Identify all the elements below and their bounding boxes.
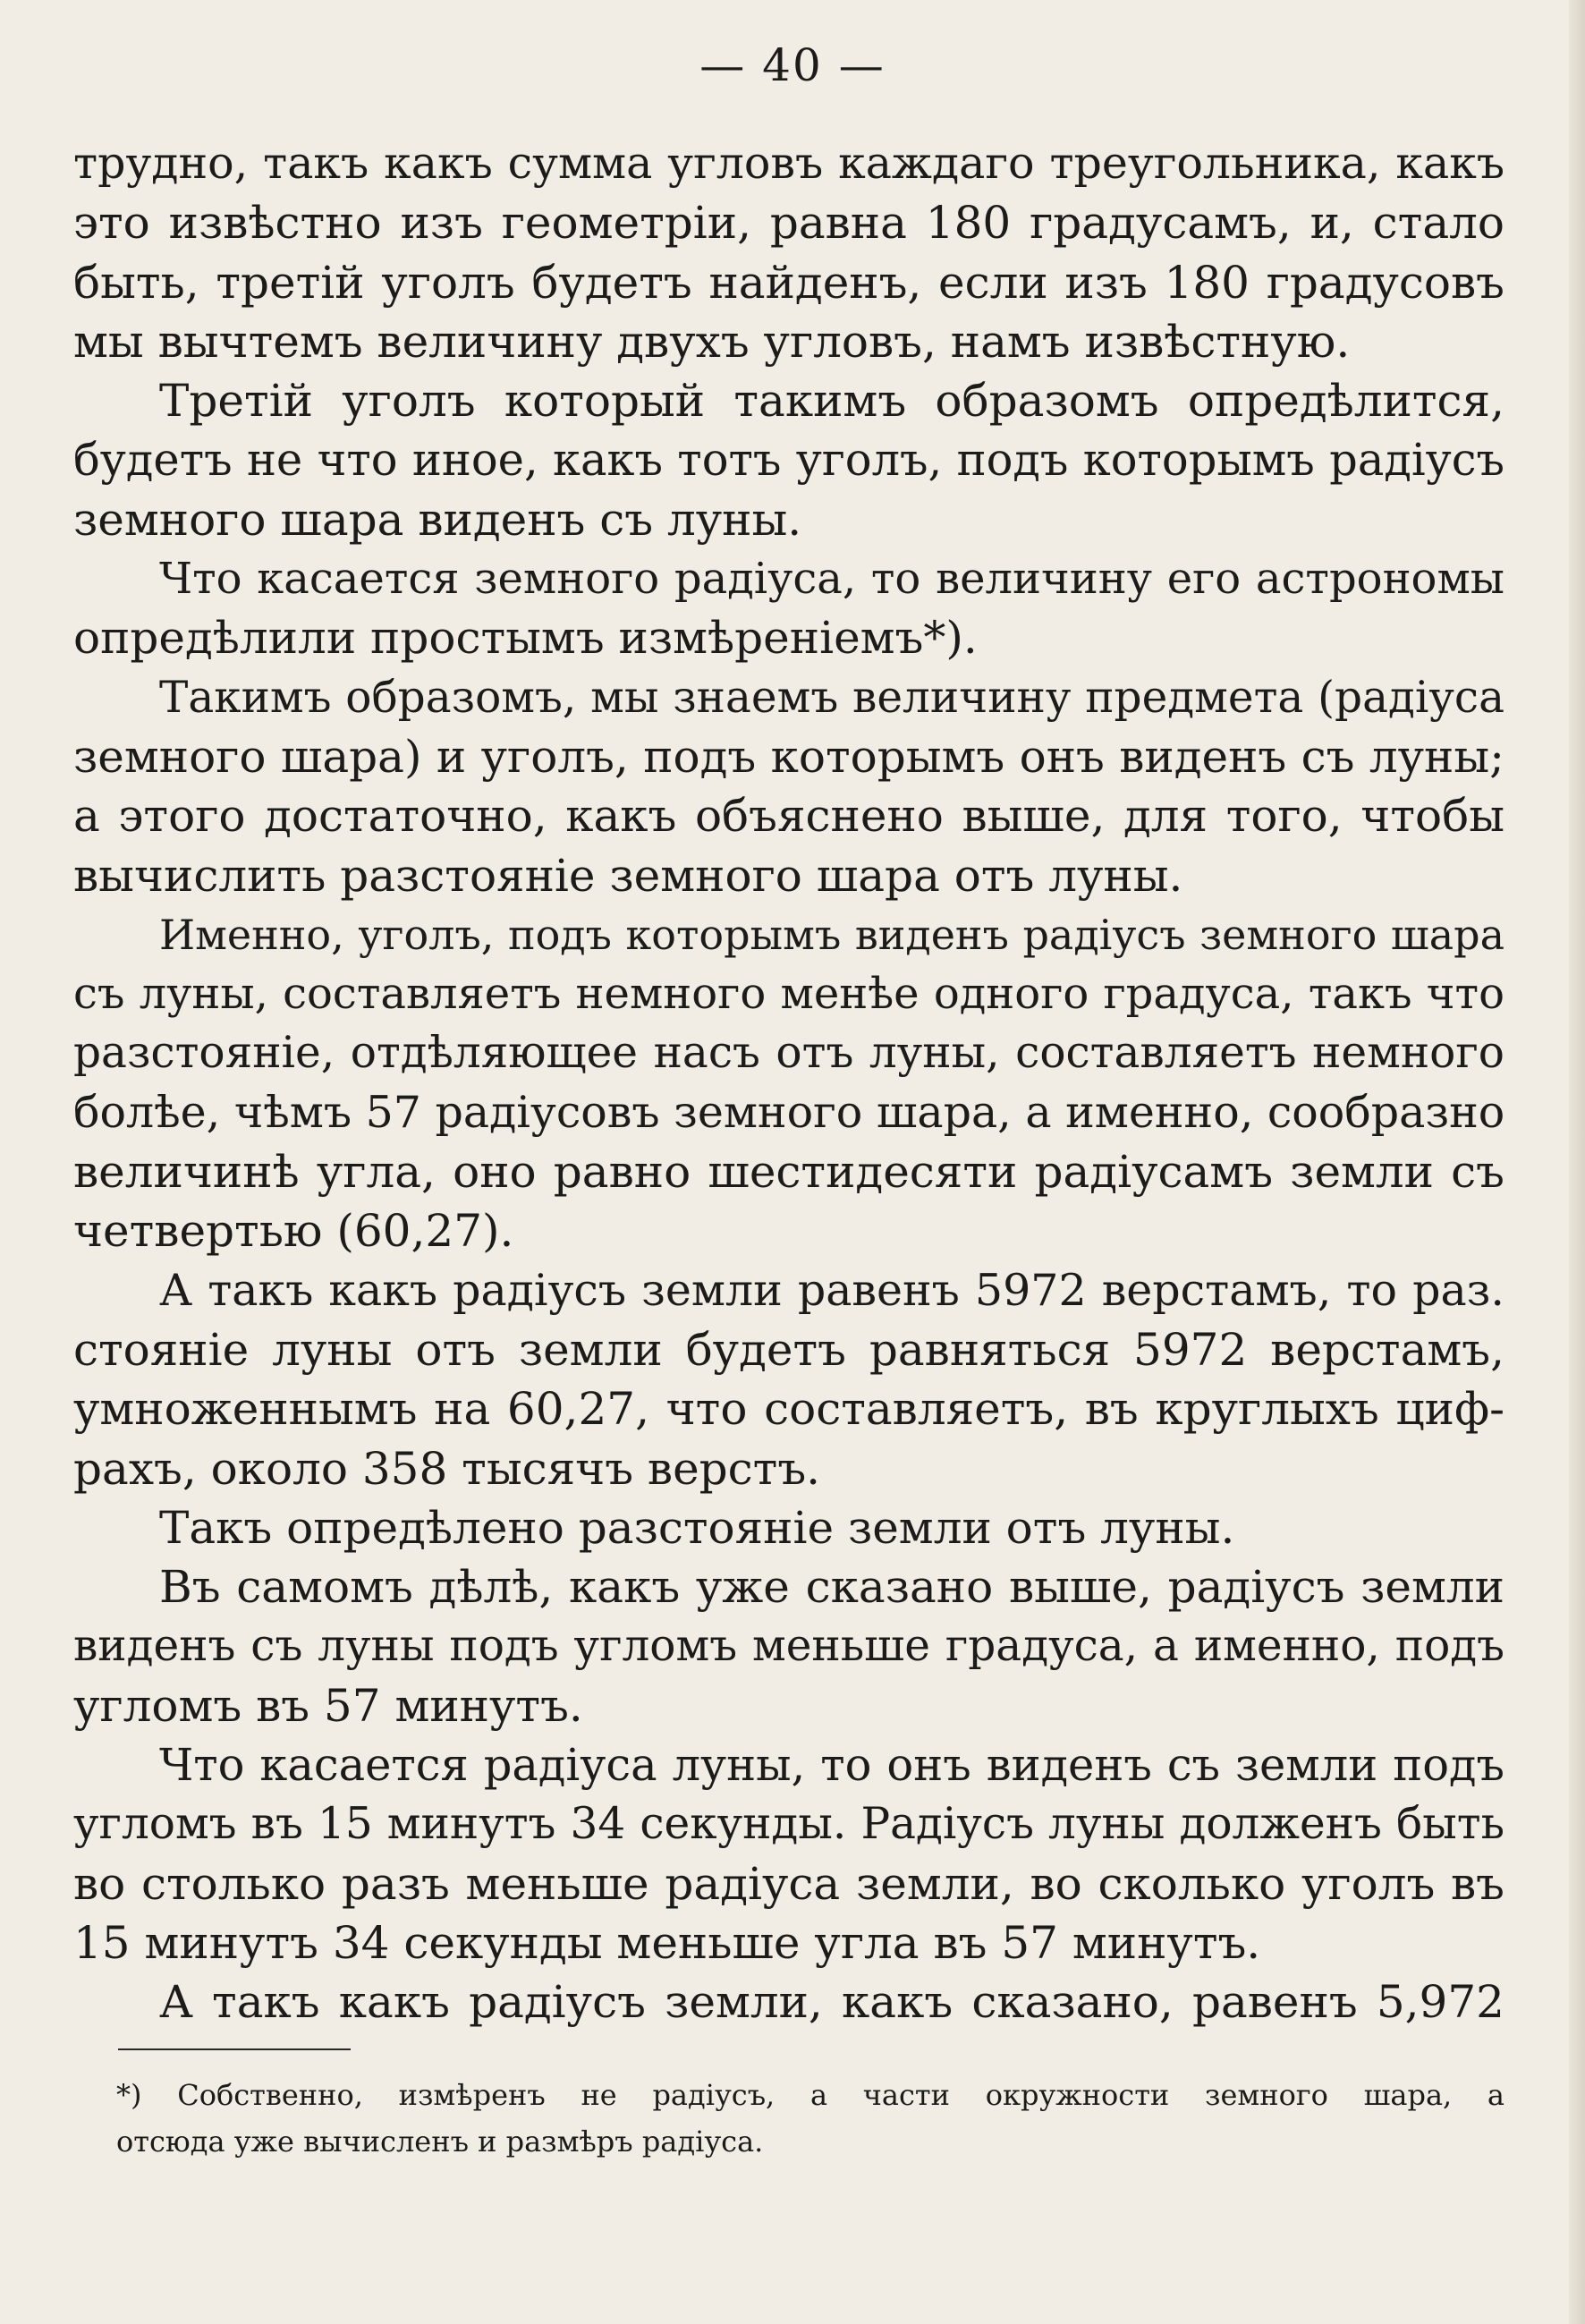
text-line: опредѣлили простымъ измѣреніемъ*). (73, 612, 978, 665)
text-line: вычислить разстояніе земного шара отъ луны. (73, 849, 1183, 902)
text-line: Что касается земного радіуса, то величину его астрономы (159, 554, 1504, 605)
text-line: а этого достаточно, какъ объяснено выше, для того, чтобы (73, 790, 1504, 843)
text-line: Такимъ образомъ, мы знаемъ величину предмета (радіуса (159, 672, 1504, 723)
text-line: земного шара виденъ съ луны. (73, 493, 802, 546)
text-line: угломъ въ 57 минутъ. (73, 1679, 583, 1732)
text-line: умноженнымъ на 60,27, что составляетъ, въ круглыхъ циф- (73, 1383, 1504, 1436)
footnote-line: *) Собственно, измѣренъ не радіусъ, а части окружности земного шара, а (116, 2078, 1504, 2112)
footnote-line: отсюда уже вычисленъ и размѣръ радіуса. (116, 2125, 764, 2159)
footnote-separator (118, 2048, 351, 2050)
body-text (73, 134, 1504, 2032)
text-line: А такъ какъ радіусъ земли равенъ 5972 верстамъ, то раз. (159, 1264, 1504, 1316)
text-line: четвертью (60,27). (73, 1205, 514, 1258)
text-line: Такъ опредѣлено разстояніе земли отъ луны. (159, 1501, 1235, 1554)
page-spine-edge (1569, 0, 1585, 2324)
text-line: мы вычтемъ величину двухъ угловъ, намъ извѣстную. (73, 315, 1351, 368)
text-line: стояніе луны отъ земли будетъ равняться 5972 верстамъ, (73, 1323, 1504, 1376)
text-line: Что касается радіуса луны, то онъ виденъ съ земли подъ (159, 1739, 1504, 1792)
text-line: это извѣстно изъ геометріи, равна 180 градусамъ, и, стало (73, 197, 1504, 250)
text-line: трудно, такъ какъ сумма угловъ каждаго треугольника, какъ (73, 138, 1504, 189)
text-line: величинѣ угла, оно равно шестидесяти радіусамъ земли съ (73, 1146, 1504, 1199)
text-line: 15 минутъ 34 секунды меньше угла въ 57 минутъ. (73, 1916, 1261, 1969)
text-line: Именно, уголъ, подъ которымъ виденъ радіусъ земного шара (159, 910, 1504, 959)
text-line: быть, третій уголъ будетъ найденъ, если изъ 180 градусовъ (73, 256, 1504, 309)
text-line: во столько разъ меньше радіуса земли, во сколько уголъ въ (73, 1857, 1504, 1910)
text-line: будетъ не что иное, какъ тотъ уголъ, подъ которымъ радіусъ (73, 434, 1504, 487)
text-line: Третій уголъ который такимъ образомъ опредѣлится, (159, 375, 1504, 428)
text-line: Въ самомъ дѣлѣ, какъ уже сказано выше, радіусъ земли (159, 1561, 1504, 1614)
text-line: А такъ какъ радіусъ земли, какъ сказано, равенъ 5,972 (159, 1976, 1504, 2029)
footnote (116, 2072, 1504, 2165)
text-line: болѣе, чѣмъ 57 радіусовъ земного шара, а именно, сообразно (73, 1086, 1504, 1138)
text-line: разстояніе, отдѣляющее насъ отъ луны, составляетъ немного (73, 1028, 1504, 1079)
text-line: земного шара) и уголъ, подъ которымъ онъ виденъ съ луны; (73, 730, 1504, 783)
page-number: — 40 — (699, 39, 886, 91)
text-line: рахъ, около 358 тысячъ верстъ. (73, 1442, 821, 1495)
text-line: виденъ съ луны подъ угломъ меньше градуса, а именно, подъ (73, 1621, 1504, 1672)
text-line: угломъ въ 15 минутъ 34 секунды. Радіусъ луны долженъ быть (73, 1799, 1504, 1850)
text-line: съ луны, составляетъ немного менѣе одного градуса, такъ что (73, 969, 1504, 1020)
